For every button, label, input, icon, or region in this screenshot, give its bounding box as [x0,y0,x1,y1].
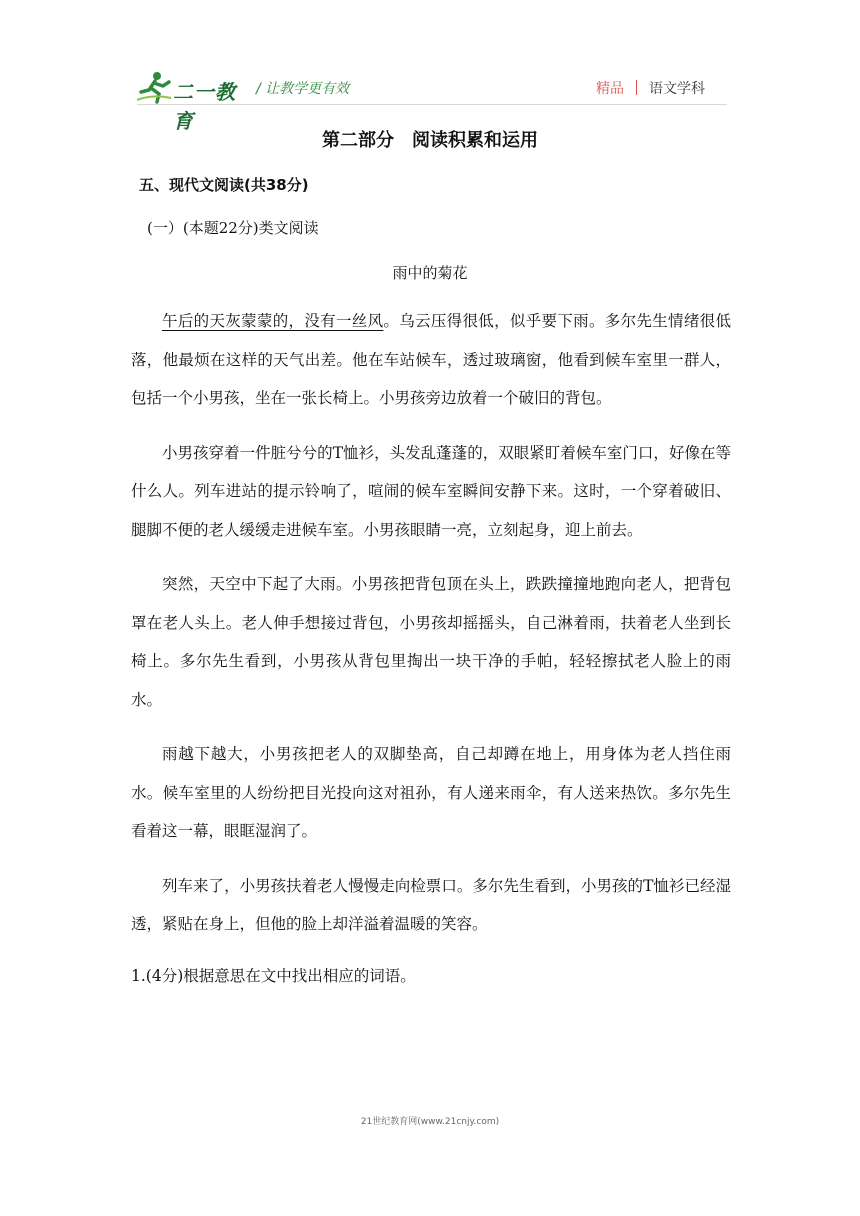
article-body [131,302,731,992]
runner-logo-icon [137,70,173,104]
paragraph-1 [131,302,731,418]
underlined-phrase: 午后的天灰蒙蒙的，没有一丝风 [162,312,384,330]
logo [137,70,247,133]
sub-title: (一）(本题22分)类文阅读 [147,219,319,237]
paragraph-1-text: 。乌云压得很低，似乎要下雨。多尔先生情绪很低落，他最烦在这样的天气出差。他在车站候车，透过玻璃窗，他看到候车室里一群人，包括一个小男孩，坐在一张长椅上。小男孩旁边放着一个破旧的背包。 [131,312,731,407]
paragraph-4: 雨越下越大，小男孩把老人的双脚垫高，自己却蹲在地上，用身体为老人挡住雨水。候车室里的人纷纷把目光投向这对祖孙，有人递来雨伞，有人送来热饮。多尔先生看着这一幕，眼眶湿润了。 [131,745,731,840]
question-1: 1.(4分)根据意思在文中找出相应的词语。 [131,966,416,985]
header-divider [137,104,727,105]
article-title: 雨中的菊花 [392,264,468,282]
subject-tag: 语文学科 [649,81,705,97]
paragraph-2: 小男孩穿着一件脏兮兮的T恤衫，头发乱蓬蓬的，双眼紧盯着候车室门口，好像在等什么人。列车进站的提示铃响了，喧闹的候车室瞬间安静下来。这时，一个穿着破旧、腿脚不便的老人缓缓走进候车室。小男孩眼睛一亮，立刻起身，迎上前去。 [131,443,731,539]
paragraph-3: 突然，天空中下起了大雨。小男孩把背包顶在头上，跌跌撞撞地跑向老人，把背包罩在老人头上。老人伸手想接过背包，小男孩却摇摇头，自己淋着雨，扶着老人坐到长椅上。多尔先生看到，小男孩从背包里掏出一块干净的手帕，轻轻擦拭老人脸上的雨水。 [131,575,731,709]
page-header [0,0,860,133]
page-footer: 21世纪教育网(www.21cnjy.com) [360,1117,500,1127]
header-tags [596,78,705,98]
slogan: / 让教学更有效 [256,81,350,97]
quality-tag: 精品 [596,81,624,97]
tag-divider [636,80,637,95]
logo-text: 二一教育 [173,80,236,133]
part-title: 五、现代文阅读(共38分) [139,176,309,194]
paragraph-5: 列车来了，小男孩扶着老人慢慢走向检票口。多尔先生看到，小男孩的T恤衫已经湿透，紧贴在身上，但他的脸上却洋溢着温暖的笑容。 [131,876,731,933]
section-title: 第二部分 阅读积累和运用 [322,130,538,151]
